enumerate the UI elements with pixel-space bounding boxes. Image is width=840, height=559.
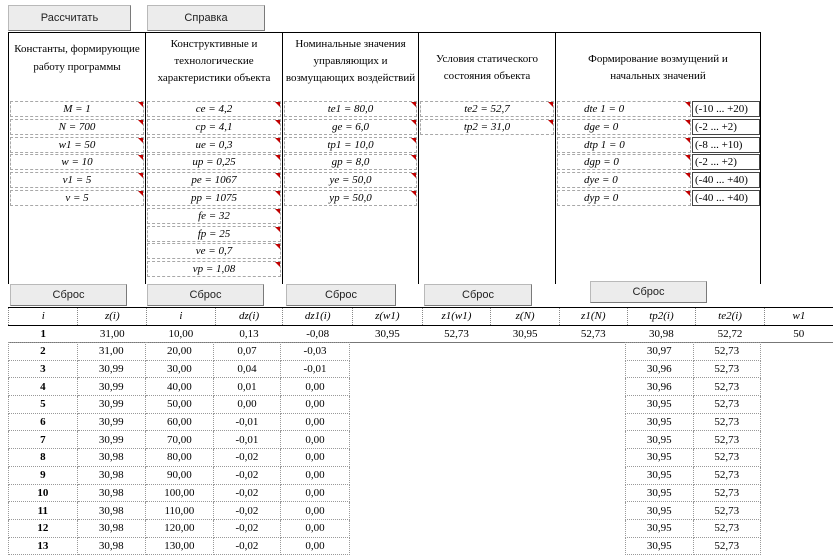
design-param-field[interactable]: ue = 0,3 (147, 137, 281, 153)
table-row (626, 413, 761, 431)
table-cell: 30,99 (77, 396, 145, 414)
table-cell: 0,00 (280, 484, 349, 502)
table-cell: 30,95 (353, 325, 423, 343)
constant-field[interactable]: N = 700 (10, 119, 144, 135)
table-row (9, 360, 350, 378)
constants-header: Константы, формирующие работу программы (8, 32, 146, 284)
nominal-param-field[interactable]: te1 = 80,0 (284, 101, 417, 117)
table-cell: 52,73 (693, 449, 761, 467)
results-right-table (625, 342, 761, 555)
table-cell: -0,01 (280, 360, 349, 378)
table-cell: 30,98 (627, 325, 696, 343)
static-param-field[interactable]: te2 = 52,7 (420, 101, 554, 117)
table-cell: 52,73 (693, 519, 761, 537)
table-cell: 52,73 (693, 396, 761, 414)
disturbance-range-label: (-8 ... +10) (692, 137, 760, 153)
table-cell: 0,00 (280, 413, 349, 431)
nominal-header: Номинальные значения управляющих и возмущающих воздействий (282, 32, 419, 284)
table-cell: 0,04 (213, 360, 280, 378)
disturbance-field[interactable]: dtp 1 = 0 (557, 137, 691, 153)
constant-field[interactable]: v = 5 (10, 190, 144, 206)
design-param-field[interactable]: fe = 32 (147, 208, 281, 224)
table-row (9, 484, 350, 502)
table-cell: 4 (9, 378, 78, 396)
table-cell: 30,95 (491, 325, 560, 343)
design-param-field[interactable]: pe = 1067 (147, 172, 281, 188)
table-cell: 70,00 (145, 431, 213, 449)
constant-field[interactable]: w1 = 50 (10, 137, 144, 153)
design-param-field[interactable]: fp = 25 (147, 226, 281, 242)
constant-field[interactable]: w = 10 (10, 154, 144, 170)
column-header: w1 (764, 308, 833, 326)
table-cell: 0,00 (280, 449, 349, 467)
column-header: dz(i) (215, 308, 283, 326)
disturbance-field[interactable]: dge = 0 (557, 119, 691, 135)
table-cell: 52,73 (693, 413, 761, 431)
table-row (9, 519, 350, 537)
table-cell: 30,95 (626, 537, 694, 555)
table-cell: 52,73 (693, 484, 761, 502)
table-cell: 52,73 (693, 502, 761, 520)
table-cell: 30,95 (626, 431, 694, 449)
table-row (9, 466, 350, 484)
help-button[interactable]: Справка (147, 5, 265, 31)
table-cell: 30,98 (77, 466, 145, 484)
table-cell: -0,02 (213, 502, 280, 520)
table-cell: 30,96 (626, 360, 694, 378)
nominal-param-field[interactable]: ge = 6,0 (284, 119, 417, 135)
table-cell: 10,00 (147, 325, 216, 343)
column-header: i (9, 308, 78, 326)
table-cell: 52,73 (693, 537, 761, 555)
table-cell: 52,73 (559, 325, 627, 343)
table-cell: 30,95 (626, 519, 694, 537)
table-row (626, 537, 761, 555)
reset-constants-button[interactable]: Сброс (10, 284, 127, 306)
table-cell: 60,00 (145, 413, 213, 431)
table-row (9, 431, 350, 449)
reset-nominal-button[interactable]: Сброс (286, 284, 396, 306)
table-cell: 30,95 (626, 466, 694, 484)
disturbance-field[interactable]: dgp = 0 (557, 154, 691, 170)
table-cell: 11 (9, 502, 78, 520)
table-cell: -0,02 (213, 449, 280, 467)
table-row (626, 343, 761, 361)
table-cell: -0,02 (213, 466, 280, 484)
column-header: z(i) (78, 308, 147, 326)
table-cell: 30,95 (626, 484, 694, 502)
table-cell: -0,02 (213, 519, 280, 537)
table-cell: 6 (9, 413, 78, 431)
table-cell: 0,00 (280, 396, 349, 414)
table-cell: -0,03 (280, 343, 349, 361)
table-cell: 0,00 (280, 466, 349, 484)
design-param-field[interactable]: pp = 1075 (147, 190, 281, 206)
table-cell: 0,13 (215, 325, 283, 343)
static-header: Условия статического состояния объекта (418, 32, 556, 284)
table-cell: 0,00 (280, 431, 349, 449)
table-row (626, 449, 761, 467)
table-cell: 30,98 (77, 502, 145, 520)
table-cell: -0,02 (213, 484, 280, 502)
table-cell: 0,00 (280, 519, 349, 537)
reset-static-button[interactable]: Сброс (424, 284, 532, 306)
table-cell: 40,00 (145, 378, 213, 396)
table-row (9, 449, 350, 467)
table-cell: 3 (9, 360, 78, 378)
table-cell: 30,98 (77, 519, 145, 537)
table-row (9, 502, 350, 520)
table-row (626, 502, 761, 520)
disturbance-range-label: (-2 ... +2) (692, 119, 760, 135)
design-param-field[interactable]: vp = 1,08 (147, 261, 281, 277)
table-cell: 52,73 (693, 343, 761, 361)
table-cell: 0,00 (213, 396, 280, 414)
table-row (9, 378, 350, 396)
table-cell: 52,73 (693, 378, 761, 396)
table-row (626, 360, 761, 378)
column-header: dz1(i) (283, 308, 353, 326)
table-cell: 1 (9, 325, 78, 343)
table-row (626, 396, 761, 414)
table-cell: 8 (9, 449, 78, 467)
table-cell: 9 (9, 466, 78, 484)
table-cell: 30,99 (77, 413, 145, 431)
table-cell: -0,08 (283, 325, 353, 343)
table-cell: 7 (9, 431, 78, 449)
reset-disturb-button[interactable]: Сброс (590, 281, 707, 303)
table-cell: 30,99 (77, 378, 145, 396)
table-cell: 130,00 (145, 537, 213, 555)
table-cell: 30,98 (77, 484, 145, 502)
design-param-field[interactable]: cp = 4,1 (147, 119, 281, 135)
disturbance-range-label: (-40 ... +40) (692, 190, 760, 206)
disturbance-range-label: (-40 ... +40) (692, 172, 760, 188)
column-header: te2(i) (696, 308, 765, 326)
disturbance-field[interactable]: dte 1 = 0 (557, 101, 691, 117)
table-cell: 31,00 (78, 325, 147, 343)
design-param-field[interactable]: ve = 0,7 (147, 243, 281, 259)
column-header: z1(N) (559, 308, 627, 326)
disturbance-range-label: (-2 ... +2) (692, 154, 760, 170)
table-row (626, 519, 761, 537)
table-cell: 2 (9, 343, 78, 361)
table-cell: 30,95 (626, 396, 694, 414)
table-cell: 52,73 (693, 431, 761, 449)
table-row (626, 378, 761, 396)
table-cell: 31,00 (77, 343, 145, 361)
table-cell: 50 (764, 325, 833, 343)
table-cell: 52,73 (693, 360, 761, 378)
table-cell: 30,96 (626, 378, 694, 396)
table-cell: -0,02 (213, 537, 280, 555)
column-header: z(w1) (353, 308, 423, 326)
table-cell: 5 (9, 396, 78, 414)
nominal-param-field[interactable]: ye = 50,0 (284, 172, 417, 188)
table-cell: 90,00 (145, 466, 213, 484)
table-cell: 52,73 (693, 466, 761, 484)
static-param-field[interactable]: tp2 = 31,0 (420, 119, 554, 135)
column-header: z1(w1) (422, 308, 491, 326)
table-cell: 0,00 (280, 537, 349, 555)
table-cell: 30,97 (626, 343, 694, 361)
table-row (9, 343, 350, 361)
column-header: tp2(i) (627, 308, 696, 326)
table-cell: 30,98 (77, 537, 145, 555)
nominal-param-field[interactable]: tp1 = 10,0 (284, 137, 417, 153)
table-cell: 0,00 (280, 378, 349, 396)
table-cell: 120,00 (145, 519, 213, 537)
reset-design-button[interactable]: Сброс (147, 284, 264, 306)
disturbance-field[interactable]: dye = 0 (557, 172, 691, 188)
table-cell: 10 (9, 484, 78, 502)
table-row (9, 413, 350, 431)
table-cell: 0,00 (280, 502, 349, 520)
table-cell: 52,72 (696, 325, 765, 343)
constant-field[interactable]: M = 1 (10, 101, 144, 117)
table-cell: 30,95 (626, 449, 694, 467)
constant-field[interactable]: v1 = 5 (10, 172, 144, 188)
table-cell: 30,95 (626, 502, 694, 520)
table-cell: 0,07 (213, 343, 280, 361)
table-cell: 30,95 (626, 413, 694, 431)
table-cell: 52,73 (422, 325, 491, 343)
results-left-table (8, 342, 350, 555)
design-header: Конструктивные и технологические характеристики объекта (145, 32, 283, 284)
table-cell: 30,00 (145, 360, 213, 378)
table-cell: 100,00 (145, 484, 213, 502)
table-row (9, 537, 350, 555)
table-cell: 30,99 (77, 360, 145, 378)
table-row (9, 396, 350, 414)
table-cell: 12 (9, 519, 78, 537)
table-cell: 0,01 (213, 378, 280, 396)
disturb-header: Формирование возмущений и начальных значений (555, 32, 761, 284)
disturbance-range-label: (-10 ... +20) (692, 101, 760, 117)
column-header: z(N) (491, 308, 560, 326)
table-cell: 110,00 (145, 502, 213, 520)
design-param-field[interactable]: up = 0,25 (147, 154, 281, 170)
column-header: i (147, 308, 216, 326)
table-row (626, 466, 761, 484)
table-cell: -0,01 (213, 413, 280, 431)
table-cell: 80,00 (145, 449, 213, 467)
table-cell: 30,98 (77, 449, 145, 467)
design-param-field[interactable]: ce = 4,2 (147, 101, 281, 117)
disturbance-field[interactable]: dyp = 0 (557, 190, 691, 206)
table-cell: 20,00 (145, 343, 213, 361)
results-table (8, 307, 833, 343)
nominal-param-field[interactable]: yp = 50,0 (284, 190, 417, 206)
table-cell: 13 (9, 537, 78, 555)
nominal-param-field[interactable]: gp = 8,0 (284, 154, 417, 170)
calculate-button[interactable]: Рассчитать (8, 5, 131, 31)
table-cell: -0,01 (213, 431, 280, 449)
table-row (626, 431, 761, 449)
table-row (626, 484, 761, 502)
table-cell: 30,99 (77, 431, 145, 449)
table-cell: 50,00 (145, 396, 213, 414)
